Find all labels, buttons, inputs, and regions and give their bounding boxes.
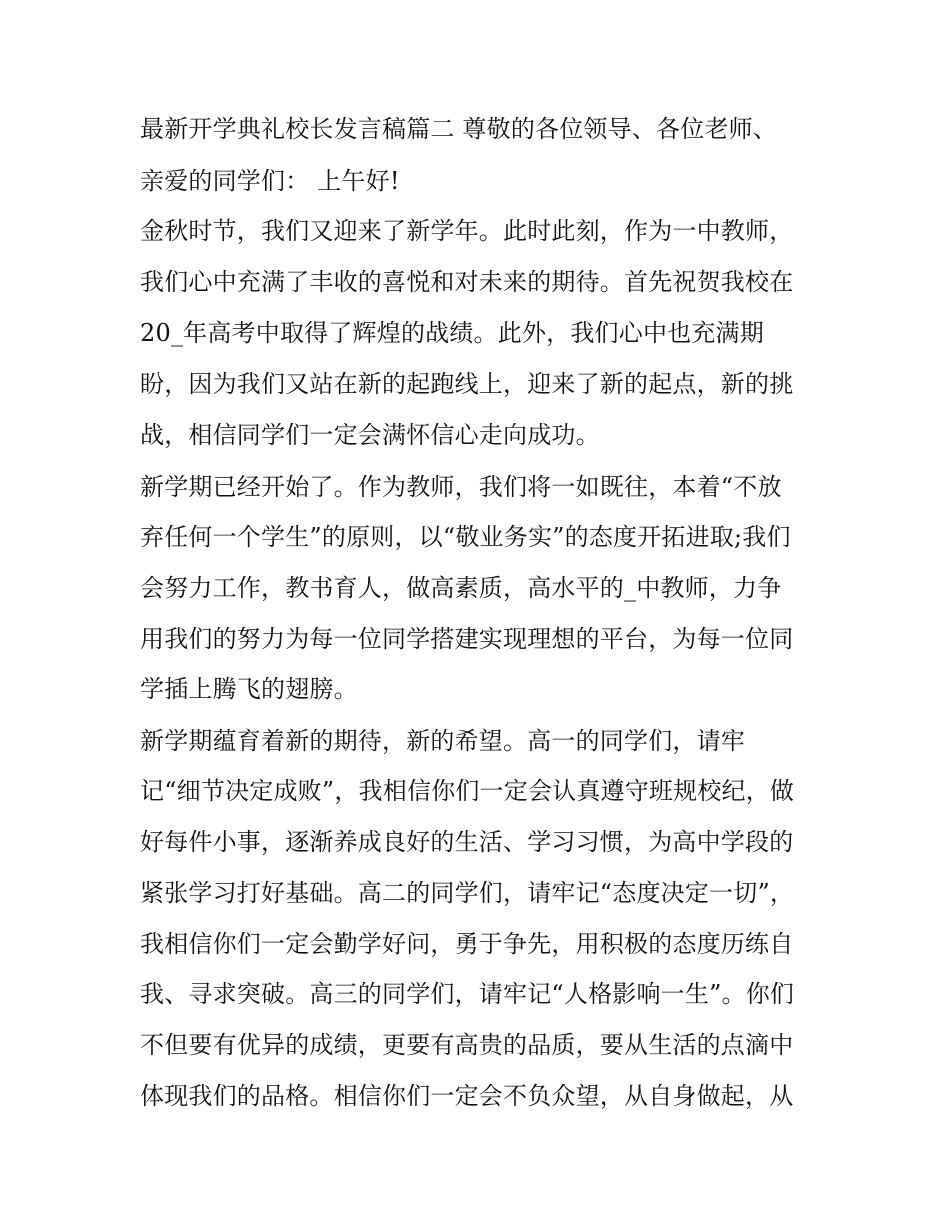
text-line: 好每件小事，逐渐养成良好的生活、学习习惯，为高中学段的 bbox=[140, 828, 794, 856]
text-line: 战，相信同学们一定会满怀信心走向成功。 bbox=[140, 421, 600, 449]
text-line: 紧张学习打好基础。高二的同学们，请牢记“态度决定一切”， bbox=[140, 879, 795, 907]
text-line: 我相信你们一定会勤学好问，勇于争先，用积极的态度历练自 bbox=[140, 930, 794, 958]
text-line: 新学期已经开始了。作为教师，我们将一如既往，本着“不放 bbox=[140, 473, 782, 501]
text-line: 记“细节决定成败”，我相信你们一定会认真遵守班规校纪，做 bbox=[140, 777, 795, 805]
text-line: 亲爱的同学们： 上午好! bbox=[140, 167, 400, 195]
text-line: 体现我们的品格。相信你们一定会不负众望，从自身做起，从 bbox=[140, 1082, 794, 1110]
text-line: 弃任何一个学生”的原则，以“敬业务实”的态度开拓进取;我们 bbox=[140, 523, 791, 551]
text-line: 不但要有优异的成绩，更要有高贵的品质，要从生活的点滴中 bbox=[140, 1031, 794, 1059]
text-line: 用我们的努力为每一位同学搭建实现理想的平台，为每一位同 bbox=[140, 625, 794, 653]
text-line: 盼，因为我们又站在新的起跑线上，迎来了新的起点，新的挑 bbox=[140, 370, 794, 398]
text-line: 我们心中充满了丰收的喜悦和对未来的期待。首先祝贺我校在 bbox=[140, 268, 794, 296]
text-line: 最新开学典礼校长发言稿篇二 尊敬的各位领导、各位老师、 bbox=[140, 115, 778, 143]
text-line: 20_年高考中取得了辉煌的战绩。此外，我们心中也充满期 bbox=[140, 319, 764, 347]
text-line: 会努力工作，教书育人，做高素质，高水平的_中教师，力争 bbox=[140, 574, 782, 602]
text-line: 学插上腾飞的翅膀。 bbox=[140, 675, 358, 703]
text-line: 新学期蕴育着新的期待，新的希望。高一的同学们，请牢 bbox=[140, 727, 745, 755]
text-line: 金秋时节，我们又迎来了新学年。此时此刻，作为一中教师， bbox=[140, 217, 794, 245]
text-line: 我、寻求突破。高三的同学们，请牢记“人格影响一生”。你们 bbox=[140, 980, 795, 1008]
